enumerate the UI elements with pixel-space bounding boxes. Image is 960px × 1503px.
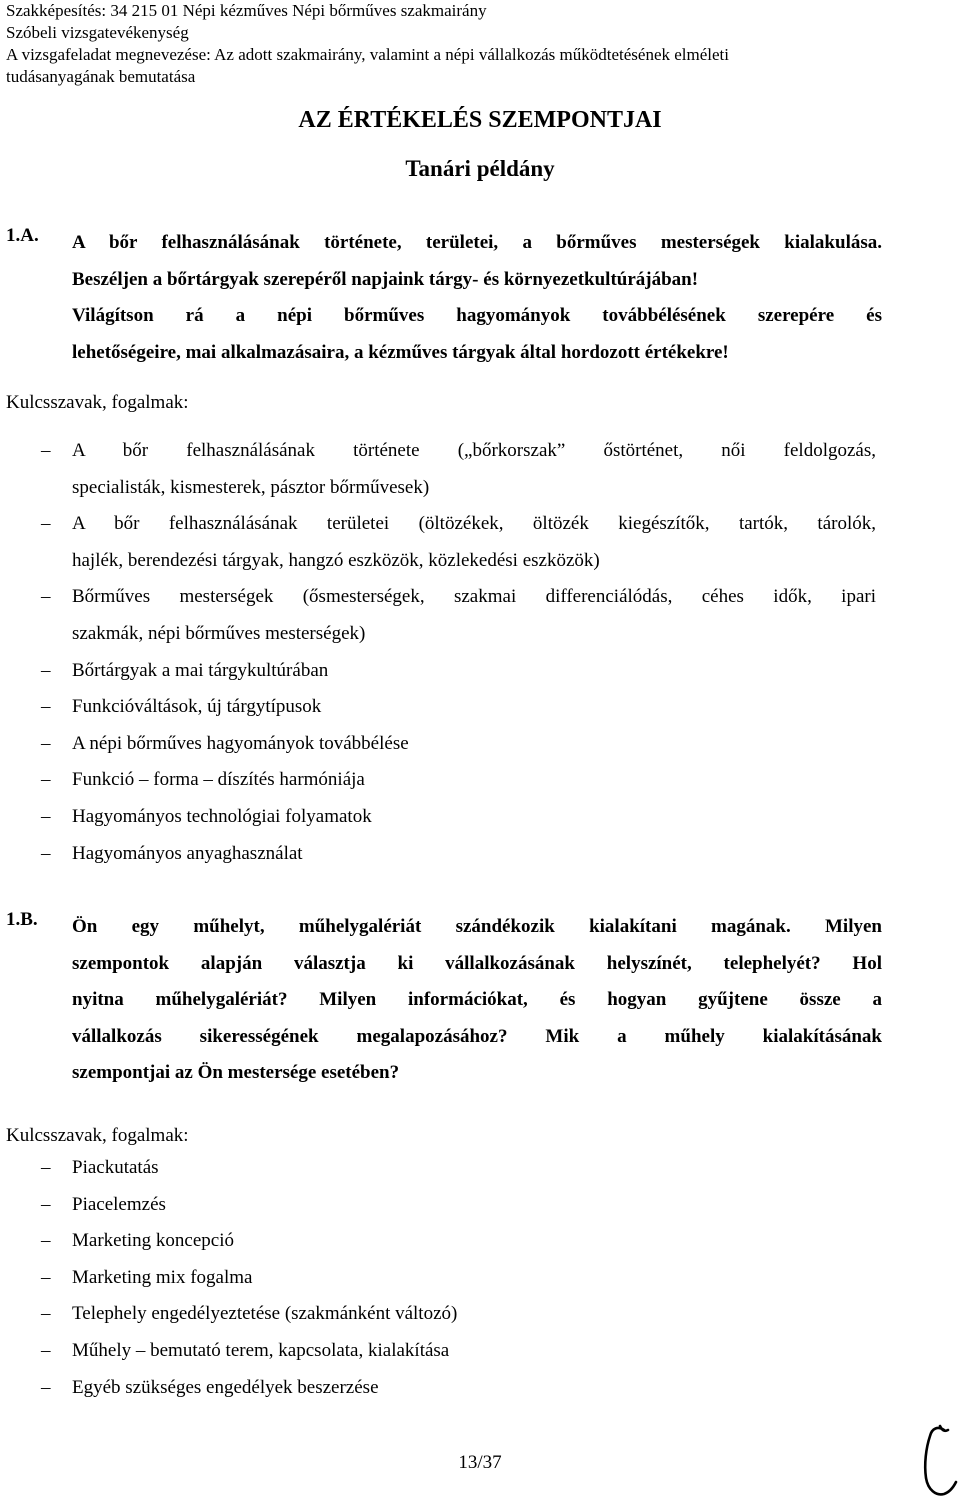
list-item-text: szakmák, népi bőrműves mesterségek) <box>72 622 366 644</box>
dash-bullet: – <box>41 586 51 608</box>
question-number: 1.A. <box>6 225 39 246</box>
list-item-text: Műhely – bemutató terem, kapcsolata, kialakítása <box>72 1339 450 1361</box>
dash-bullet: – <box>41 842 51 864</box>
dash-bullet: – <box>41 805 51 827</box>
list-item <box>6 506 876 579</box>
list-item <box>6 836 876 873</box>
dash-bullet: – <box>41 513 51 535</box>
list-item-text: Piackutatás <box>72 1157 159 1178</box>
dash-bullet: – <box>41 440 51 461</box>
header-line: A vizsgafeladat megnevezése: Az adott szakmairány, valamint a népi vállalkozás működtetésének elméleti <box>6 45 730 64</box>
question-line: nyitna műhelygalériát? Milyen információkat, és hogyan gyűjtene össze a <box>72 989 882 1011</box>
list-item-text: A népi bőrműves hagyományok továbbélése <box>72 732 409 754</box>
question-text <box>72 225 882 371</box>
dash-bullet: – <box>41 769 51 791</box>
page-title: AZ ÉRTÉKELÉS SZEMPONTJAI <box>298 107 662 133</box>
list-item-text: Bőrtárgyak a mai tárgykultúrában <box>72 659 329 681</box>
list-item-text: Funkcióváltások, új tárgytípusok <box>72 696 322 718</box>
question-line: A bőr felhasználásának története, területei, a bőrműves mesterségek kialakulása. <box>72 232 882 253</box>
list-item-text: Funkció – forma – díszítés harmóniája <box>72 769 365 791</box>
list-item <box>6 1187 876 1224</box>
dash-bullet: – <box>41 1303 51 1325</box>
dash-bullet: – <box>41 696 51 718</box>
question-line: vállalkozás sikerességének megalapozásához? Mik a műhely kialakításának <box>72 1025 882 1047</box>
list-item <box>6 1296 876 1333</box>
header-line: Szóbeli vizsgatevékenység <box>6 23 189 42</box>
question-number: 1.B. <box>6 909 38 930</box>
dash-bullet: – <box>41 732 51 754</box>
dash-bullet: – <box>41 1376 51 1398</box>
keywords-label: Kulcsszavak, fogalmak: <box>6 392 189 413</box>
list-item <box>6 433 876 506</box>
list-item-text: specialisták, kismesterek, pásztor bőrművesek) <box>72 476 430 498</box>
list-item-text: hajlék, berendezési tárgyak, hangzó eszközök, közlekedési eszközök) <box>72 549 600 571</box>
list-item-text: Piacelemzés <box>72 1193 166 1215</box>
dash-bullet: – <box>41 1266 51 1288</box>
list-item-text: Hagyományos technológiai folyamatok <box>72 805 372 827</box>
dash-bullet: – <box>41 659 51 681</box>
list-item-text: A bőr felhasználásának története („bőrkorszak” őstörténet, női feldolgozás, <box>72 440 876 461</box>
list-item-text: Telephely engedélyeztetése (szakmánként változó) <box>72 1303 458 1325</box>
list-item-text: Egyéb szükséges engedélyek beszerzése <box>72 1376 379 1398</box>
header-line: Szakképesítés: 34 215 01 Népi kézműves Népi bőrműves szakmairány <box>6 1 487 20</box>
question-text <box>72 909 882 1092</box>
list-item <box>6 726 876 763</box>
list-item-text: Hagyományos anyaghasználat <box>72 842 303 864</box>
list-item-text: Marketing koncepció <box>72 1230 234 1252</box>
list-item <box>6 1260 876 1297</box>
list-item-text: A bőr felhasználásának területei (öltözékek, öltözék kiegészítők, tartók, tárolók, <box>72 513 876 535</box>
list-item <box>6 689 876 726</box>
list-item <box>6 799 876 836</box>
dash-bullet: – <box>41 1193 51 1215</box>
dash-bullet: – <box>41 1157 51 1178</box>
header-line: tudásanyagának bemutatása <box>6 67 196 86</box>
list-item-text: Bőrműves mesterségek (ősmesterségek, szakmai differenciálódás, céhes idők, ipari <box>72 586 876 608</box>
keywords-list <box>6 1150 876 1406</box>
question-line: Világítson rá a népi bőrműves hagyományok továbbélésének szerepére és <box>72 305 882 327</box>
list-item <box>6 1333 876 1370</box>
signature-mark <box>918 1424 958 1500</box>
page-subtitle: Tanári példány <box>405 156 555 181</box>
question-line: Beszéljen a bőrtárgyak szerepéről napjaink tárgy- és környezetkultúrájában! <box>72 268 699 290</box>
list-item <box>6 653 876 690</box>
dash-bullet: – <box>41 1339 51 1361</box>
keywords-list <box>6 433 876 872</box>
list-item <box>6 579 876 652</box>
question-line: lehetőségeire, mai alkalmazásaira, a kézműves tárgyak által hordozott értékekre! <box>72 341 729 363</box>
question-line: szempontjai az Ön mestersége esetében? <box>72 1062 400 1084</box>
question-line: Ön egy műhelyt, műhelygalériát szándékozik kialakítani magának. Milyen <box>72 916 882 937</box>
document-header <box>6 0 729 88</box>
list-item <box>6 1223 876 1260</box>
list-item <box>6 1370 876 1407</box>
list-item <box>6 762 876 799</box>
question-line: szempontok alapján választja ki vállalkozásának helyszínét, telephelyét? Hol <box>72 952 882 974</box>
keywords-label: Kulcsszavak, fogalmak: <box>6 1125 189 1146</box>
list-item-text: Marketing mix fogalma <box>72 1266 253 1288</box>
dash-bullet: – <box>41 1230 51 1252</box>
list-item <box>6 1150 876 1187</box>
page-number: 13/37 <box>458 1452 502 1473</box>
